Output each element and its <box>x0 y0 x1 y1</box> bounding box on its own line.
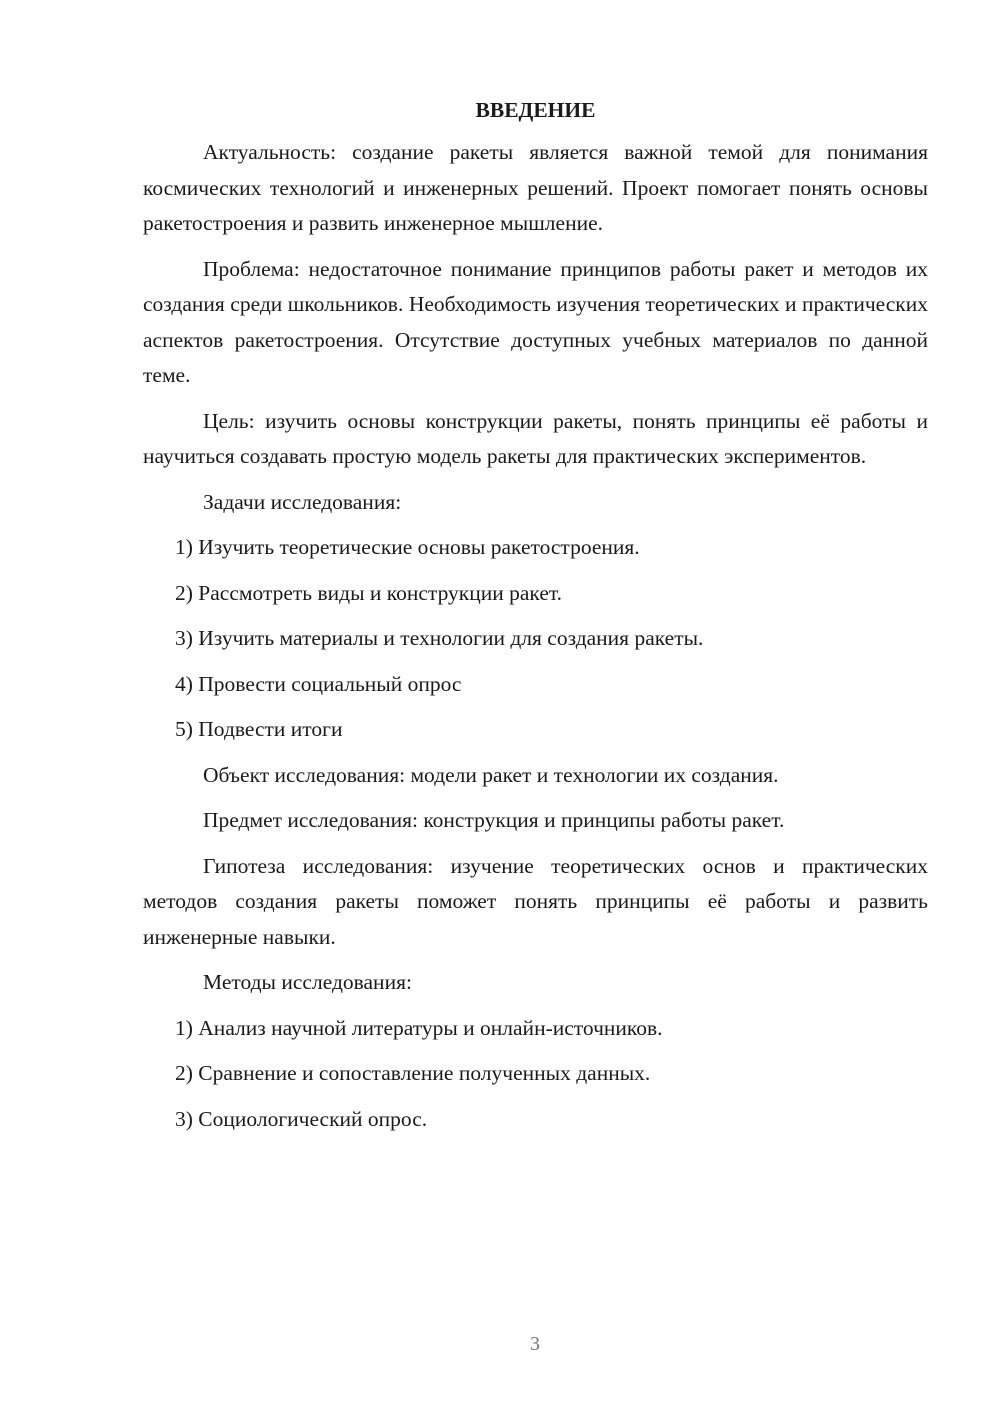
subject-paragraph: Предмет исследования: конструкция и принципы работы ракет. <box>203 808 785 832</box>
list-item: 3) Социологический опрос. <box>175 1106 428 1131</box>
list-item: 5) Подвести итоги <box>175 717 343 741</box>
list-item: 1) Анализ научной литературы и онлайн-источников. <box>175 1015 663 1040</box>
list-item: 1) Изучить теоретические основы ракетостроения. <box>175 535 640 559</box>
goal-paragraph: Цель: изучить основы конструкции ракеты, понять принципы её работы и научиться создавать простую модель ракеты для практических экспериментов. <box>143 408 928 468</box>
hypothesis-paragraph: Гипотеза исследования: изучение теоретических основ и практических методов создания ракеты поможет понять принципы её работы и развить инженерные навыки. <box>143 853 928 949</box>
document-page <box>143 95 928 1147</box>
list-item: 4) Провести социальный опрос <box>175 671 462 696</box>
problem-paragraph: Проблема: недостаточное понимание принципов работы ракет и методов их создания среди школьников. Необходимость изучения теоретических и практических аспектов ракетостроения. Отсутствие доступных учебных материалов по данной теме. <box>143 256 928 387</box>
page-number: 3 <box>530 1333 540 1355</box>
list-item: 3) Изучить материалы и технологии для создания ракеты. <box>175 626 704 650</box>
list-item: 2) Рассмотреть виды и конструкции ракет. <box>175 580 563 605</box>
object-paragraph: Объект исследования: модели ракет и технологии их создания. <box>203 762 779 787</box>
tasks-list <box>143 530 928 748</box>
methods-list <box>143 1011 928 1138</box>
list-item: 2) Сравнение и сопоставление полученных данных. <box>175 1061 651 1085</box>
tasks-heading: Задачи исследования: <box>203 489 402 514</box>
section-title: ВВЕДЕНИЕ <box>475 98 596 122</box>
relevance-paragraph: Актуальность: создание ракеты является важной темой для понимания космических технологий и инженерных решений. Проект помогает понять основы ракетостроения и развить инженерное мышление. <box>143 140 928 235</box>
methods-heading: Методы исследования: <box>203 970 412 994</box>
